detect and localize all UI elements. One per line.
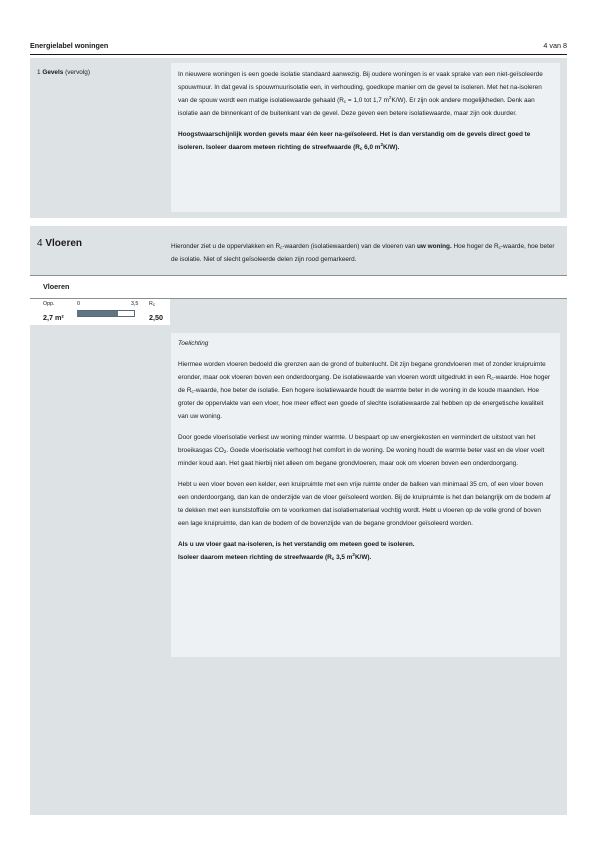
gevels-advice: Hoogstwaarschijnlijk worden gevels maar één keer na-geïsoleerd. Het is dan verstandig om de gevels direct goed te isoleren. Isoleer daarom meteen richting de streefwaarde ($R_c$ 6,0 $m^2K/W$). <box>178 131 531 151</box>
section-gevels <box>30 58 567 218</box>
section-number: 4 <box>37 238 43 249</box>
vloeren-intro: Hieronder ziet u de oppervlakken en $R_c$-waarden (isolatiewaarden) van de vloeren van uw woning. Hoe hoger de $R_c$-waarde, hoe beter de isolatie. Niet of slecht geïsoleerde delen zijn rood gemarkeerd. <box>171 243 555 263</box>
gevels-paragraph: In nieuwere woningen is een goede isolatie standaard aanwezig. Bij oudere woningen is er vaak sprake van een niet-geïsoleerde spouwmuur. In dat geval is spouwmuurisolatie een, in verhouding, goedkope manier om de gevel te isoleren. Met het na-isoleren van de spouw wordt een matige isolatiewaarde gehaald ($R_c = 1,0$ tot 1,7 $m^2K/W$). Er zijn ook andere mogelijkheden. Denk aan isolatie aan de binnenkant of de buitenkant van de gevel. Deze geven een betere isolatiewaarde, maar zijn ook duurder. <box>178 71 543 117</box>
vloeren-explanation-box <box>171 333 560 657</box>
section-gevels-label <box>37 69 90 76</box>
scale-max-label: 3,5 <box>131 301 139 307</box>
rc-label: $R_c$ <box>149 301 156 307</box>
explanation-advice: Als u uw vloer gaat na-isoleren, is het verstandig om meteen goed te isoleren. Isoleer daarom meteen richting de streefwaarde ($R_c$ 3,5 $m^2K/W$). <box>178 541 415 561</box>
section-vloeren <box>30 226 567 815</box>
page-number: 4 van 8 <box>543 41 567 50</box>
vloeren-panel-header <box>30 276 567 298</box>
scale-min-label: 0 <box>77 301 80 307</box>
rc-meter-bar <box>77 310 135 317</box>
section-number: 1 <box>37 69 41 76</box>
explanation-paragraph-3: Hebt u een vloer boven een kelder, een kruipruimte met een vrije ruimte onder de balken van minimaal 35 cm, of een vloer boven een onderdoorgang, dan kan de onderzijde van de vloer geïsoleerd worden. Bij de kruipruimte is het dan belangrijk om de bodem af te dekken met een kunststoffolie om te voorkomen dat isolatiemateriaal vochtig wordt. Hebt u vloeren op de volle grond of boven een lage kruipruimte, dan kan de bodem of de bovenzijde van de begane grondvloer geïsoleerd worden. <box>178 481 551 527</box>
explanation-heading: Toelichting <box>178 340 209 347</box>
vloeren-meter <box>30 299 170 325</box>
explanation-paragraph-2: Door goede vloerisolatie verliest uw woning minder warmte. U bespaart op uw energiekosten en vermindert de uitstoot van het broeikasgas $CO_2$. Goede vloerisolatie verhoogt het comfort in de woning. De woning houdt de warmte beter vast en de vloer voelt minder koud aan. Het gaat hierbij niet alleen om begane grondvloeren, maar ook om vloeren boven een onderdoorgang. <box>178 434 545 467</box>
rc-meter-fill <box>77 311 118 316</box>
section-name: Vloeren <box>45 238 83 249</box>
explanation-paragraph-1: Hiermee worden vloeren bedoeld die grenzen aan de grond of buitenlucht. Dit zijn begane grondvloeren met of zonder kruipruimte eronder, maar ook vloeren boven een onderdoorgang. De isolatiewaarde van vloeren wordt uitgedrukt in een $R_c$-waarde. Hoe hoger de $R_c$-waarde, hoe beter de isolatie. Een hogere isolatiewaarde houdt de warmte beter in de woning in de koude maanden. Hoe groter de oppervlakte van een vloer, hoe meer effect een goede of slechte isolatiewaarde zal hebben op de energetische kwaliteit van uw woning. <box>178 361 551 420</box>
area-value: 2,7 m² <box>43 313 64 322</box>
rc-value: 2,50 <box>149 313 163 322</box>
panel-title: Vloeren <box>43 282 70 291</box>
opp-label: Opp. <box>43 301 55 307</box>
section-vloeren-heading <box>37 238 82 249</box>
gevels-text-box <box>171 63 560 212</box>
header-divider <box>30 54 567 55</box>
document-title: Energielabel woningen <box>30 41 109 50</box>
section-name: Gevels <box>42 69 64 76</box>
section-suffix: (vervolg) <box>65 69 90 76</box>
